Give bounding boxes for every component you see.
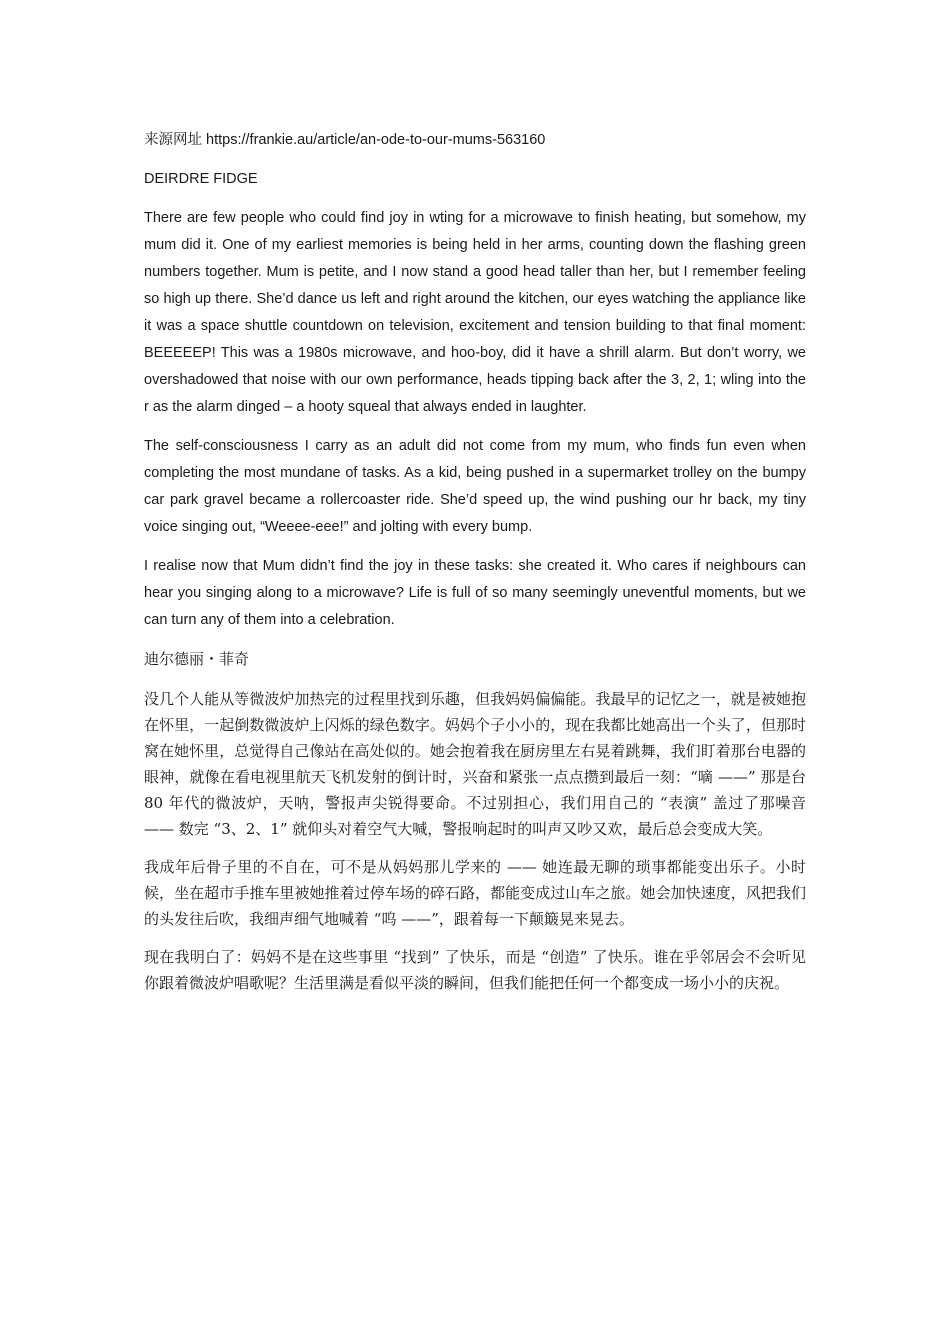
chinese-paragraph-3: 现在我明白了：妈妈不是在这些事里 “找到” 了快乐，而是 “创造” 了快乐。谁在乎邻居会不会听见你跟着微波炉唱歌呢？生活里满是看似平淡的瞬间，但我们能把任何一个都变成一场小小的庆祝。: [144, 948, 806, 992]
author-name-zh: 迪尔德丽・菲奇: [144, 650, 250, 668]
english-paragraph-3: I realise now that Mum didn’t find the joy in these tasks: she created it. Who cares if neighbours can hear you singing along to a microwave? Life is full of so many seemingly uneventful moments, but we can turn any of them into a celebration.: [144, 558, 806, 628]
author-name-en: DEIRDRE FIDGE: [144, 171, 258, 187]
english-paragraph-1: There are few people who could find joy in wting for a microwave to finish heating, but somehow, my mum did it. One of my earliest memories is being held in her arms, counting down the flashing green numbers together. Mum is petite, and I now stand a good head taller than her, but I remember feeling so high up there. She’d dance us left and right around the kitchen, our eyes watching the appliance like it was a space shuttle countdown on television, excitement and tension building to that final moment: BEEEEEP! This was a 1980s microwave, and hoo-boy, did it have a shrill alarm. But don’t worry, we overshadowed that noise with our own performance, heads tipping back after the 3, 2, 1; wling into the r as the alarm dinged – a hooty squeal that always ended in laughter.: [144, 210, 806, 415]
english-paragraph-2: The self-consciousness I carry as an adult did not come from my mum, who finds fun even when completing the most mundane of tasks. As a kid, being pushed in a supermarket trolley on the bumpy car park gravel became a rollercoaster ride. She’d speed up, the wind pushing our hr back, my tiny voice singing out, “Weeee-eee!” and jolting with every bump.: [144, 438, 806, 535]
document-page: [144, 127, 806, 1008]
chinese-paragraph-2: 我成年后骨子里的不自在，可不是从妈妈那儿学来的 —— 她连最无聊的琐事都能变出乐子。小时候，坐在超市手推车里被她推着过停车场的碎石路，都能变成过山车之旅。她会加快速度，风把我们的头发往后吹，我细声细气地喊着 “呜 ——”，跟着每一下颠簸晃来晃去。: [144, 858, 806, 928]
source-url-line: 来源网址 https://frankie.au/article/an-ode-to-our-mums-563160: [144, 132, 546, 148]
chinese-paragraph-1: 没几个人能从等微波炉加热完的过程里找到乐趣，但我妈妈偏偏能。我最早的记忆之一，就是被她抱在怀里，一起倒数微波炉上闪烁的绿色数字。妈妈个子小小的，现在我都比她高出一个头了，但那时窝在她怀里，总觉得自己像站在高处似的。她会抱着我在厨房里左右晃着跳舞，我们盯着那台电器的眼神，就像在看电视里航天飞机发射的倒计时，兴奋和紧张一点点攒到最后一刻：“嘀 ——” 那是台 80 年代的微波炉，天呐，警报声尖锐得要命。不过别担心，我们用自己的 “表演” 盖过了那噪音 —— 数完 “3、2、1” 就仰头对着空气大喊，警报响起时的叫声又吵又欢，最后总会变成大笑。: [144, 690, 806, 838]
